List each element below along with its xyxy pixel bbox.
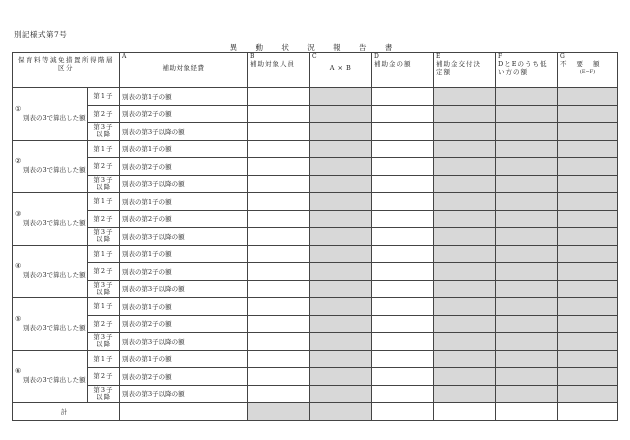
subsidy-amount-cell[interactable]: [372, 350, 434, 368]
table-row: [13, 333, 618, 351]
child-order-cell: 第1子: [88, 88, 120, 106]
unneeded-amount-cell: [558, 140, 618, 158]
subsidy-amount-cell[interactable]: [372, 88, 434, 106]
header-category: [13, 53, 120, 88]
group-label: 別表の3で算出した額: [23, 376, 86, 385]
total-expense-cell: [120, 403, 248, 421]
group-cell: [13, 298, 88, 351]
header-col-b: [248, 53, 310, 88]
total-product-cell: [310, 403, 372, 421]
header-col-c: [310, 53, 372, 88]
total-persons-cell: [248, 403, 310, 421]
lower-amount-cell: [496, 193, 558, 211]
group-label: 別表の3で算出した額: [23, 218, 86, 227]
lower-amount-cell: [496, 123, 558, 141]
product-cell: [310, 88, 372, 106]
table-row: [13, 280, 618, 298]
subsidy-amount-cell[interactable]: [372, 315, 434, 333]
product-cell: [310, 350, 372, 368]
child-order-cell: 第3子以降: [88, 175, 120, 193]
expense-item-cell: 別表の第1子の額: [120, 350, 248, 368]
product-cell: [310, 105, 372, 123]
unneeded-amount-cell: [558, 263, 618, 281]
unneeded-amount-cell: [558, 315, 618, 333]
expense-item-cell: 別表の第2子の額: [120, 158, 248, 176]
header-col-f-letter: F: [498, 53, 503, 60]
child-order-cell: 第1子: [88, 193, 120, 211]
decision-amount-cell: [434, 175, 496, 193]
lower-amount-cell: [496, 263, 558, 281]
header-col-e: [434, 53, 496, 88]
header-col-g-letter: G: [560, 53, 565, 60]
group-label: 別表の3で算出した額: [23, 113, 86, 122]
group-label: 別表の3で算出した額: [23, 166, 86, 175]
total-decision-cell[interactable]: [434, 403, 496, 421]
expense-item-cell: 別表の第1子の額: [120, 245, 248, 263]
subsidy-amount-cell[interactable]: [372, 105, 434, 123]
group-number: ④: [15, 262, 22, 271]
table-row: [13, 298, 618, 316]
unneeded-amount-cell: [558, 350, 618, 368]
unneeded-amount-cell: [558, 193, 618, 211]
expense-item-cell: 別表の第3子以降の額: [120, 280, 248, 298]
child-order-cell: 第3子以降: [88, 385, 120, 403]
group-cell: [13, 140, 88, 193]
product-cell: [310, 368, 372, 386]
product-cell: [310, 245, 372, 263]
product-cell: [310, 315, 372, 333]
expense-item-cell: 別表の第3子以降の額: [120, 333, 248, 351]
group-number: ①: [15, 104, 22, 113]
table-row: [13, 385, 618, 403]
total-row: [13, 403, 618, 421]
header-col-a-label: 補助対象経費: [162, 64, 205, 72]
subsidy-amount-cell[interactable]: [372, 228, 434, 246]
header-col-b-letter: B: [250, 53, 255, 60]
decision-amount-cell: [434, 245, 496, 263]
group-cell: [13, 350, 88, 403]
unneeded-amount-cell: [558, 385, 618, 403]
header-col-g-formula: (E−F): [579, 69, 596, 75]
lower-amount-cell: [496, 140, 558, 158]
expense-item-cell: 別表の第3子以降の額: [120, 123, 248, 141]
unneeded-amount-cell: [558, 280, 618, 298]
expense-item-cell: 別表の第1子の額: [120, 140, 248, 158]
decision-amount-cell: [434, 210, 496, 228]
table-row: [13, 245, 618, 263]
unneeded-amount-cell: [558, 158, 618, 176]
header-col-d-letter: D: [374, 53, 379, 60]
header-category-label: 保育料等減免措置所得階層区分: [18, 56, 114, 72]
decision-amount-cell: [434, 385, 496, 403]
table-row: [13, 193, 618, 211]
persons-input-cell[interactable]: [248, 333, 310, 351]
child-order-cell: 第2子: [88, 158, 120, 176]
header-col-g: [558, 53, 618, 88]
expense-item-cell: 別表の第1子の額: [120, 193, 248, 211]
decision-amount-cell: [434, 263, 496, 281]
header-col-e-letter: E: [436, 53, 441, 60]
product-cell: [310, 263, 372, 281]
product-cell: [310, 280, 372, 298]
table-row: [13, 105, 618, 123]
product-cell: [310, 175, 372, 193]
persons-input-cell[interactable]: [248, 263, 310, 281]
persons-input-cell[interactable]: [248, 193, 310, 211]
table-row: [13, 263, 618, 281]
table-row: [13, 368, 618, 386]
expense-item-cell: 別表の第2子の額: [120, 368, 248, 386]
product-cell: [310, 385, 372, 403]
lower-amount-cell: [496, 280, 558, 298]
header-col-d: [372, 53, 434, 88]
group-number: ⑥: [15, 367, 22, 376]
child-order-cell: 第2子: [88, 210, 120, 228]
unneeded-amount-cell: [558, 175, 618, 193]
unneeded-amount-cell: [558, 228, 618, 246]
unneeded-amount-cell: [558, 123, 618, 141]
header-col-c-label: A × B: [329, 64, 352, 72]
product-cell: [310, 333, 372, 351]
subsidy-amount-cell[interactable]: [372, 245, 434, 263]
decision-amount-cell: [434, 193, 496, 211]
subsidy-amount-cell[interactable]: [372, 385, 434, 403]
total-lower-cell[interactable]: [496, 403, 558, 421]
subsidy-amount-cell[interactable]: [372, 298, 434, 316]
header-col-a: [120, 53, 248, 88]
subsidy-amount-cell[interactable]: [372, 193, 434, 211]
lower-amount-cell: [496, 210, 558, 228]
decision-amount-cell: [434, 298, 496, 316]
decision-amount-cell: [434, 88, 496, 106]
product-cell: [310, 158, 372, 176]
child-order-cell: 第3子以降: [88, 123, 120, 141]
lower-amount-cell: [496, 88, 558, 106]
lower-amount-cell: [496, 368, 558, 386]
header-col-b-label: 補助対象人員: [250, 60, 295, 68]
decision-amount-cell: [434, 123, 496, 141]
child-order-cell: 第2子: [88, 263, 120, 281]
total-subsidy-cell[interactable]: [372, 403, 434, 421]
persons-input-cell[interactable]: [248, 298, 310, 316]
persons-input-cell[interactable]: [248, 175, 310, 193]
child-order-cell: 第2子: [88, 368, 120, 386]
total-label: 計: [13, 403, 120, 421]
subsidy-amount-cell[interactable]: [372, 280, 434, 298]
decision-amount-cell: [434, 315, 496, 333]
subsidy-amount-cell[interactable]: [372, 123, 434, 141]
header-row: [13, 53, 618, 88]
header-col-f-label: DとEのうち低い方の額: [498, 60, 548, 76]
persons-input-cell[interactable]: [248, 315, 310, 333]
unneeded-amount-cell: [558, 298, 618, 316]
group-number: ③: [15, 209, 22, 218]
table-row: [13, 350, 618, 368]
expense-item-cell: 別表の第2子の額: [120, 263, 248, 281]
group-number: ②: [15, 157, 22, 166]
lower-amount-cell: [496, 245, 558, 263]
child-order-cell: 第3子以降: [88, 333, 120, 351]
subsidy-amount-cell[interactable]: [372, 333, 434, 351]
header-col-e-label: 補助金交付決定額: [436, 60, 481, 76]
persons-input-cell[interactable]: [248, 210, 310, 228]
report-body: [13, 88, 618, 421]
table-row: [13, 88, 618, 106]
header-col-a-letter: A: [122, 53, 127, 60]
child-order-cell: 第1子: [88, 245, 120, 263]
subsidy-amount-cell[interactable]: [372, 158, 434, 176]
expense-item-cell: 別表の第3子以降の額: [120, 228, 248, 246]
unneeded-amount-cell: [558, 210, 618, 228]
table-row: [13, 228, 618, 246]
group-label: 別表の3で算出した額: [23, 323, 86, 332]
lower-amount-cell: [496, 350, 558, 368]
expense-item-cell: 別表の第1子の額: [120, 88, 248, 106]
product-cell: [310, 228, 372, 246]
lower-amount-cell: [496, 385, 558, 403]
decision-amount-cell: [434, 280, 496, 298]
decision-amount-cell: [434, 368, 496, 386]
child-order-cell: 第1子: [88, 350, 120, 368]
unneeded-amount-cell: [558, 105, 618, 123]
subsidy-amount-cell[interactable]: [372, 140, 434, 158]
header-col-d-label: 補助金の額: [374, 60, 412, 68]
table-row: [13, 123, 618, 141]
product-cell: [310, 123, 372, 141]
expense-item-cell: 別表の第3子以降の額: [120, 175, 248, 193]
decision-amount-cell: [434, 140, 496, 158]
child-order-cell: 第2子: [88, 315, 120, 333]
persons-input-cell[interactable]: [248, 123, 310, 141]
persons-input-cell[interactable]: [248, 140, 310, 158]
form-number-label: 別記様式第7号: [14, 30, 68, 39]
header-col-c-letter: C: [312, 53, 317, 60]
lower-amount-cell: [496, 228, 558, 246]
persons-input-cell[interactable]: [248, 228, 310, 246]
product-cell: [310, 140, 372, 158]
expense-item-cell: 別表の第2子の額: [120, 105, 248, 123]
group-number: ⑤: [15, 314, 22, 323]
subsidy-amount-cell[interactable]: [372, 175, 434, 193]
group-label: 別表の3で算出した額: [23, 271, 86, 280]
unneeded-amount-cell: [558, 368, 618, 386]
decision-amount-cell: [434, 333, 496, 351]
persons-input-cell[interactable]: [248, 105, 310, 123]
child-order-cell: 第3子以降: [88, 228, 120, 246]
table-row: [13, 140, 618, 158]
subsidy-amount-cell[interactable]: [372, 263, 434, 281]
table-row: [13, 315, 618, 333]
header-col-g-label: 不要額: [560, 60, 610, 68]
expense-item-cell: 別表の第2子の額: [120, 315, 248, 333]
table-row: [13, 210, 618, 228]
decision-amount-cell: [434, 105, 496, 123]
table-row: [13, 158, 618, 176]
product-cell: [310, 193, 372, 211]
document-title: 異 動 状 況 報 告 書: [229, 43, 401, 52]
lower-amount-cell: [496, 158, 558, 176]
expense-item-cell: 別表の第3子以降の額: [120, 385, 248, 403]
lower-amount-cell: [496, 298, 558, 316]
product-cell: [310, 298, 372, 316]
child-order-cell: 第1子: [88, 140, 120, 158]
persons-input-cell[interactable]: [248, 385, 310, 403]
decision-amount-cell: [434, 158, 496, 176]
group-cell: [13, 245, 88, 298]
subsidy-amount-cell[interactable]: [372, 368, 434, 386]
product-cell: [310, 210, 372, 228]
child-order-cell: 第2子: [88, 105, 120, 123]
group-cell: [13, 88, 88, 141]
report-table: [12, 52, 618, 421]
lower-amount-cell: [496, 315, 558, 333]
subsidy-amount-cell[interactable]: [372, 210, 434, 228]
decision-amount-cell: [434, 350, 496, 368]
decision-amount-cell: [434, 228, 496, 246]
total-unneeded-cell[interactable]: [558, 403, 618, 421]
unneeded-amount-cell: [558, 245, 618, 263]
lower-amount-cell: [496, 333, 558, 351]
child-order-cell: 第3子以降: [88, 280, 120, 298]
group-cell: [13, 193, 88, 246]
unneeded-amount-cell: [558, 88, 618, 106]
expense-item-cell: 別表の第1子の額: [120, 298, 248, 316]
unneeded-amount-cell: [558, 333, 618, 351]
persons-input-cell[interactable]: [248, 368, 310, 386]
persons-input-cell[interactable]: [248, 245, 310, 263]
persons-input-cell[interactable]: [248, 280, 310, 298]
persons-input-cell[interactable]: [248, 158, 310, 176]
persons-input-cell[interactable]: [248, 350, 310, 368]
lower-amount-cell: [496, 105, 558, 123]
child-order-cell: 第1子: [88, 298, 120, 316]
lower-amount-cell: [496, 175, 558, 193]
header-col-f: [496, 53, 558, 88]
persons-input-cell[interactable]: [248, 88, 310, 106]
expense-item-cell: 別表の第2子の額: [120, 210, 248, 228]
table-row: [13, 175, 618, 193]
